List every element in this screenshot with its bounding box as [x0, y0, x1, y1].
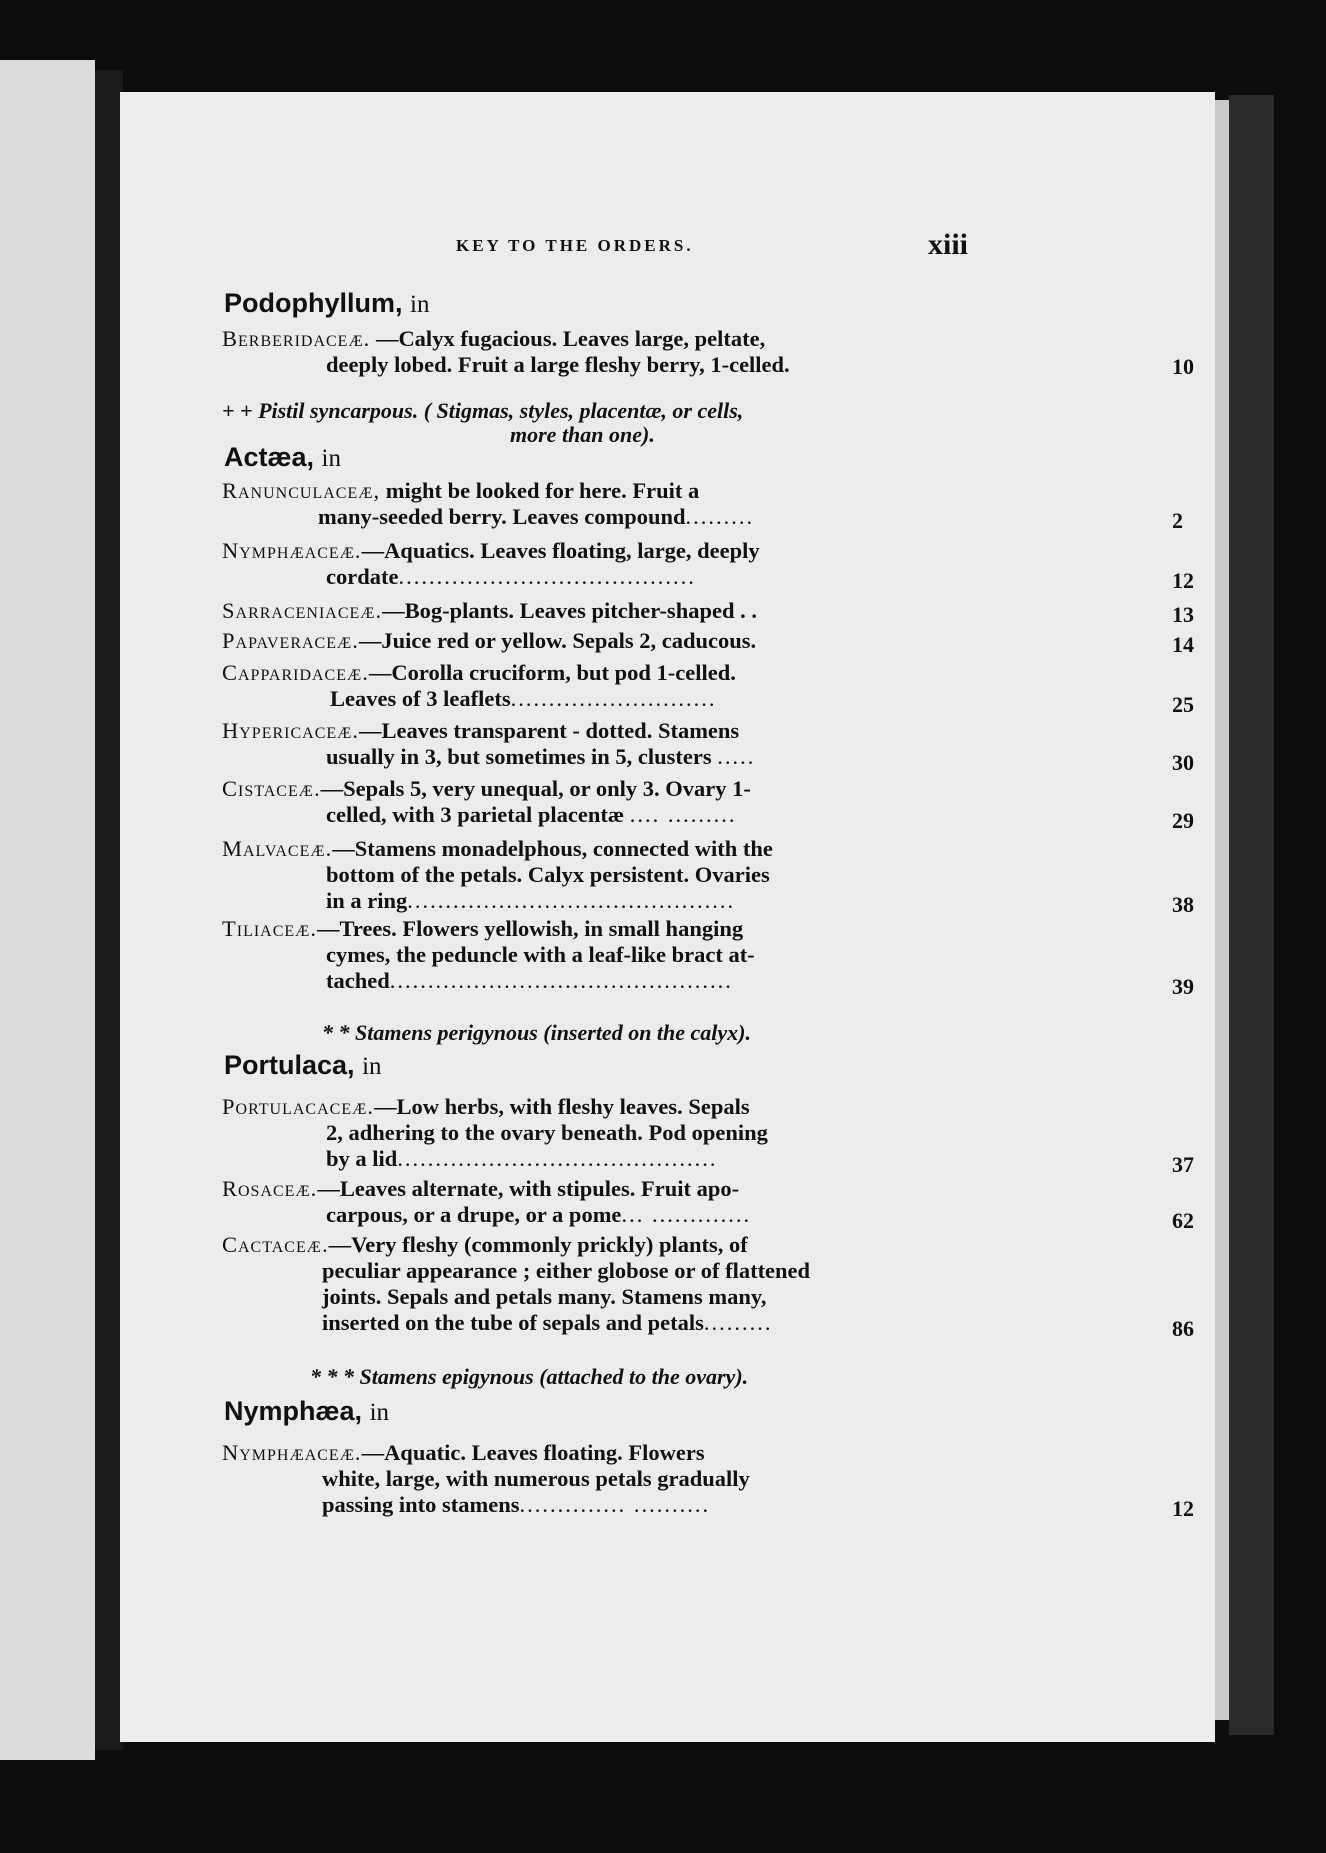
entry-line [326, 564, 696, 590]
entry-line [222, 718, 739, 744]
heading-in: in [362, 1053, 382, 1080]
leader-dots: ............................................. [389, 968, 733, 993]
entry-text: —Stamens monadelphous, connected with the [332, 836, 773, 861]
page-edge-shadow [1215, 100, 1229, 1720]
page-number: 86 [1172, 1316, 1194, 1341]
page-number: 25 [1172, 692, 1194, 717]
entry-text: —Corolla cruciform, but pod 1-celled. [368, 660, 736, 685]
page-number: 37 [1172, 1152, 1194, 1177]
entry-line: white, large, with numerous petals gradually [322, 1466, 750, 1491]
heading-in: in [369, 1399, 390, 1426]
entry-line [222, 776, 751, 802]
family-name: Nymphæaceæ. [222, 538, 362, 563]
page-number: 13 [1172, 602, 1194, 627]
leader-dots: ......... [685, 504, 755, 529]
divider-pistil: + + Pistil syncarpous. ( Stigmas, styles, placentæ, or cells, [222, 398, 744, 423]
entry-line: 2, adhering to the ovary beneath. Pod opening [326, 1120, 768, 1145]
page-number: 29 [1172, 808, 1194, 833]
family-name: Papaveraceæ. [222, 628, 359, 653]
family-name: Ranunculaceæ, [222, 478, 381, 503]
entry-text: in a ring [326, 888, 408, 913]
entry-text: many-seeded berry. Leaves compound [318, 504, 686, 529]
page-number: 30 [1172, 750, 1194, 775]
entry-line [326, 802, 736, 828]
left-page-strip [0, 60, 95, 1760]
entry-line [222, 598, 757, 624]
divider-perigynous: * * Stamens perigynous (inserted on the calyx). [322, 1020, 752, 1045]
family-name: Nymphæaceæ. [222, 1440, 362, 1465]
entry-text: —Aquatic. Leaves floating. Flowers [361, 1440, 705, 1465]
family-name: Hypericaceæ. [222, 718, 359, 743]
entry-line [222, 1176, 739, 1202]
entry-line [322, 1492, 710, 1518]
page-number: 12 [1172, 1496, 1194, 1521]
divider-epigynous: * * * Stamens epigynous (attached to the ovary). [310, 1364, 749, 1389]
entry-line [222, 478, 699, 504]
leader-dots: ... ............. [621, 1202, 752, 1227]
page-number: 38 [1172, 892, 1194, 917]
entry-text: inserted on the tube of sepals and petals [322, 1310, 704, 1335]
heading-nymphaea [224, 1396, 389, 1427]
leader-dots: ......... [703, 1310, 773, 1335]
page-number: 10 [1172, 354, 1194, 379]
entry-text: tached [326, 968, 390, 993]
entry-line [318, 504, 754, 530]
entry-line [222, 916, 743, 942]
entry-line [326, 1202, 751, 1228]
leader-dots: ........................... [510, 686, 717, 711]
entry-line: bottom of the petals. Calyx persistent. Ovaries [326, 862, 770, 887]
page-number: 14 [1172, 632, 1194, 657]
entry-line [222, 1232, 748, 1258]
heading-genus: Actæa, [224, 442, 315, 472]
entry-text: might be looked for here. Fruit a [380, 478, 700, 503]
heading-in: in [321, 445, 341, 472]
folio: xiii [928, 228, 969, 261]
heading-genus: Podophyllum, [224, 288, 403, 318]
entry-line [326, 968, 733, 994]
entry-text: —Leaves transparent - dotted. Stamens [359, 718, 740, 743]
binding-gutter [95, 70, 123, 1750]
entry-line [222, 628, 756, 654]
entry-line: cymes, the peduncle with a leaf-like bract at- [326, 942, 755, 967]
entry-line [222, 836, 773, 862]
family-name: Capparidaceæ. [222, 660, 369, 685]
entry-text: —Very fleshy (commonly prickly) plants, of [328, 1232, 748, 1257]
entry-line [222, 326, 765, 352]
entry-text: by a lid [326, 1146, 398, 1171]
entry-line [322, 1310, 773, 1336]
heading-in: in [410, 291, 430, 318]
entry-text: Leaves of 3 leaflets [330, 686, 511, 711]
entry-line: joints. Sepals and petals many. Stamens many, [322, 1284, 767, 1309]
page-number: 39 [1172, 974, 1194, 999]
family-name: Malvaceæ. [222, 836, 333, 861]
leader-dots: ....................................... [398, 564, 696, 589]
family-name: Sarraceniaceæ. [222, 598, 383, 623]
entry-line [222, 1440, 705, 1466]
leader-dots: .............. .......... [519, 1492, 711, 1517]
entry-text: usually in 3, but sometimes in 5, clusters [326, 744, 712, 769]
heading-genus: Nymphæa, [224, 1396, 363, 1426]
divider-pistil-cont: more than one). [510, 422, 655, 447]
family-name: Berberidaceæ. [222, 326, 371, 351]
entry-text: —Low herbs, with fleshy leaves. Sepals [373, 1094, 750, 1119]
entry-line: peculiar appearance ; either globose or of flattened [322, 1258, 811, 1283]
family-name: Cistaceæ. [222, 776, 321, 801]
family-name: Rosaceæ. [222, 1176, 318, 1201]
entry-line [326, 1146, 718, 1172]
entry-line [330, 686, 716, 712]
heading-portulaca [224, 1050, 382, 1081]
entry-line [222, 660, 736, 686]
leader-dots: ..... [717, 744, 756, 769]
family-name: Portulacaceæ. [222, 1094, 374, 1119]
entry-text: cordate [326, 564, 399, 589]
entry-text: carpous, or a drupe, or a pome [326, 1202, 622, 1227]
entry-line [222, 538, 760, 564]
entry-text: —Aquatics. Leaves floating, large, deeply [361, 538, 760, 563]
entry-text: —Bog-plants. Leaves pitcher-shaped . . [382, 598, 757, 623]
page-number: 62 [1172, 1208, 1194, 1233]
page-number: 2 [1172, 508, 1183, 533]
leader-dots: .... ......... [629, 802, 737, 827]
leader-dots: .......................................... [397, 1146, 718, 1171]
entry-text: —Leaves alternate, with stipules. Fruit apo- [317, 1176, 740, 1201]
page-number: 12 [1172, 568, 1194, 593]
heading-podophyllum [224, 288, 429, 319]
entry-text: passing into stamens [322, 1492, 520, 1517]
entry-line [326, 744, 755, 770]
running-head: KEY TO THE ORDERS. [456, 236, 694, 255]
entry-text: —Sepals 5, very unequal, or only 3. Ovary 1- [320, 776, 751, 801]
entry-text: —Calyx fugacious. Leaves large, peltate, [370, 326, 766, 351]
entry-text: celled, with 3 parietal placentæ [326, 802, 625, 827]
family-name: Cactaceæ. [222, 1232, 329, 1257]
entry-line [222, 1094, 750, 1120]
entry-line: deeply lobed. Fruit a large fleshy berry, 1-celled. [326, 352, 790, 377]
right-dark-border [1229, 95, 1274, 1735]
entry-text: —Trees. Flowers yellowish, in small hanging [317, 916, 744, 941]
heading-genus: Portulaca, [224, 1050, 355, 1080]
leader-dots: ........................................... [407, 888, 736, 913]
heading-actaea [224, 442, 341, 473]
entry-text: —Juice red or yellow. Sepals 2, caducous. [358, 628, 757, 653]
family-name: Tiliaceæ. [222, 916, 318, 941]
entry-line [326, 888, 735, 914]
